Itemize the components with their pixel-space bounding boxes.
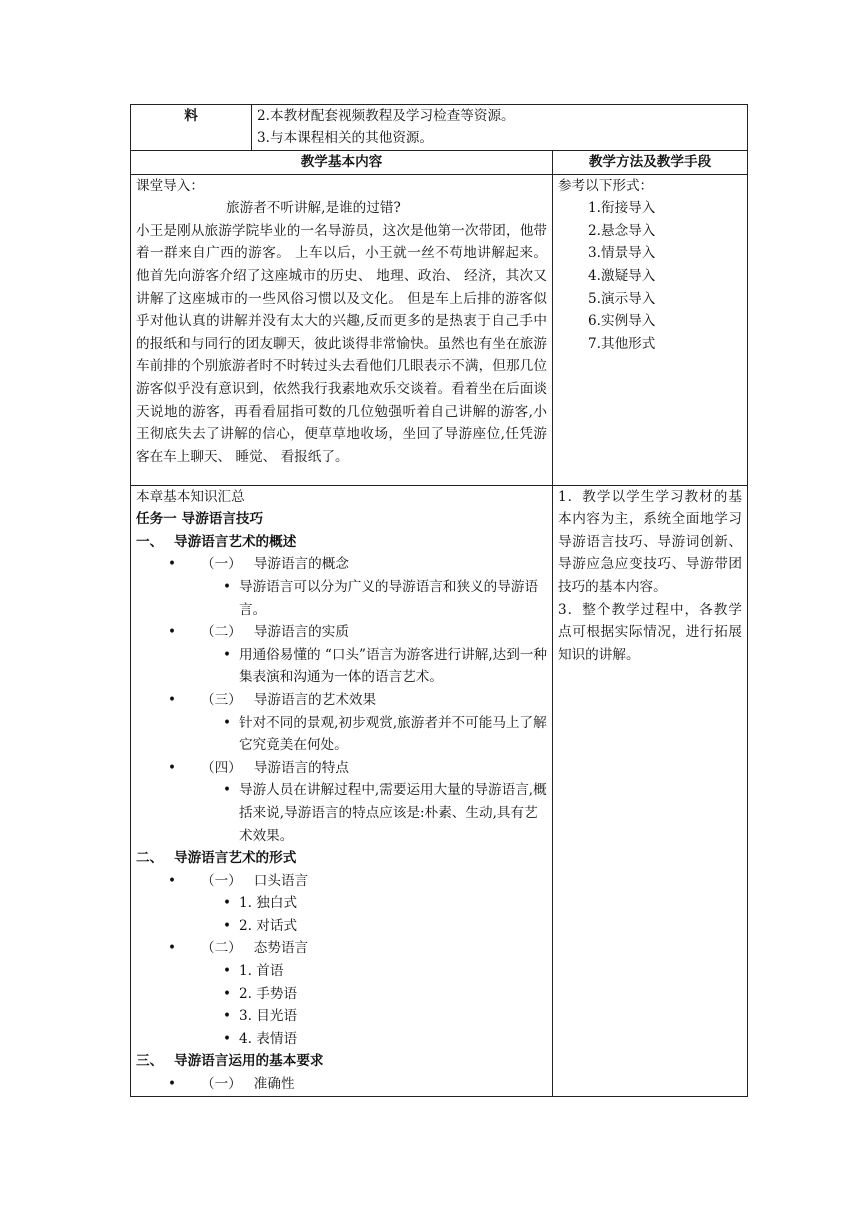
material-row [131, 105, 748, 151]
bullet-icon: • [223, 646, 232, 663]
subsection-title: 导游语言的实质 [253, 624, 349, 641]
subsection-number: （一） [201, 556, 242, 573]
detail-text: 导游语言可以分为广义的导游语言和狭义的导游语言。 [239, 578, 539, 618]
section-number: 三、 [136, 1053, 164, 1070]
method-item: 5.演示导入 [588, 290, 656, 307]
detail-text: 针对不同的景观,初步观赏,旅游者并不可能马上了解它究竟美在何处。 [239, 714, 547, 754]
subsection-detail [136, 644, 547, 689]
bullet-icon: • [223, 578, 232, 595]
subsection [136, 553, 547, 576]
bullet-icon: • [223, 714, 232, 731]
subsection-title: 导游语言的艺术效果 [253, 691, 377, 708]
subsection-number: （三） [201, 691, 242, 708]
lesson-plan-table [130, 104, 748, 1097]
subsection [136, 1073, 547, 1096]
method-item: 2.悬念导入 [588, 222, 656, 239]
bullet-icon: • [168, 556, 177, 573]
list-item [136, 983, 547, 1006]
list-item [136, 892, 547, 915]
summary-methods-cell [553, 485, 748, 1096]
list-item [136, 960, 547, 983]
subsection [136, 870, 547, 893]
subsection-detail [136, 576, 547, 621]
section-heading [136, 847, 547, 870]
subsection [136, 757, 547, 780]
bullet-icon: • [223, 782, 232, 799]
subsection-detail [136, 712, 547, 757]
section-heading [136, 531, 547, 554]
material-cell [252, 105, 748, 151]
bullet-icon: • [223, 963, 232, 980]
method-item: 3.情景导入 [588, 245, 656, 262]
summary-row [131, 485, 748, 1096]
list-item [136, 1028, 547, 1051]
detail-text: 用通俗易懂的 “口头”语言为游客进行讲解,达到一种集表演和沟通为一体的语言艺术。 [239, 646, 548, 686]
bullet-icon: • [168, 940, 177, 957]
subsection [136, 937, 547, 960]
material-line-3: 3.与本课程相关的其他资源。 [257, 130, 434, 146]
material-label: 料 [131, 105, 252, 151]
subsection-title: 导游语言的特点 [253, 759, 349, 776]
header-row [131, 151, 748, 175]
subsection-number: （二） [201, 624, 242, 641]
case-title: 旅游者不听讲解,是谁的过错? [226, 200, 401, 217]
subsection-number: （四） [201, 759, 242, 776]
section-title: 导游语言艺术的形式 [174, 850, 297, 867]
detail-text: 导游人员在讲解过程中,需要运用大量的导游语言,概括来说,导游语言的特点应该是:朴素、生动,具有艺术效果。 [239, 782, 547, 844]
list-item [136, 1005, 547, 1028]
method-column-header: 教学方法及教学手段 [553, 151, 748, 175]
subsection [136, 621, 547, 644]
method-item: 6.实例导入 [588, 313, 656, 330]
list-item-text: 1. 独白式 [239, 895, 298, 912]
material-line-2: 2.本教材配套视频教程及学习检查等资源。 [257, 108, 515, 124]
bullet-icon: • [223, 985, 232, 1002]
bullet-icon: • [223, 895, 232, 912]
intro-row [131, 174, 748, 485]
methods-intro-label: 参考以下形式： [558, 177, 654, 194]
summary-label: 本章基本知识汇总 [136, 488, 245, 505]
method-item: 4.激疑导入 [588, 267, 656, 284]
section-title: 导游语言艺术的概述 [174, 533, 297, 550]
list-item-text: 2. 手势语 [239, 985, 298, 1002]
summary-cell [131, 485, 553, 1096]
list-item-text: 3. 目光语 [239, 1008, 298, 1025]
subsection-number: （一） [201, 1076, 242, 1093]
subsection-title: 口头语言 [253, 872, 309, 889]
bullet-icon: • [168, 624, 177, 641]
subsection-title: 准确性 [253, 1076, 295, 1093]
subsection-number: （一） [201, 872, 242, 889]
section-number: 一、 [136, 533, 164, 550]
intro-label: 课堂导入： [136, 177, 204, 194]
content-column-header: 教学基本内容 [131, 151, 553, 175]
subsection-detail [136, 779, 547, 847]
subsection-title: 态势语言 [253, 940, 309, 957]
subsection-number: （二） [201, 940, 242, 957]
bullet-icon: • [223, 917, 232, 934]
subsection-title: 导游语言的概念 [253, 556, 349, 573]
method-item: 1.衔接导入 [588, 200, 656, 217]
subsection [136, 689, 547, 712]
bullet-icon: • [223, 1030, 232, 1047]
bullet-icon: • [168, 691, 177, 708]
section-title: 导游语言运用的基本要求 [174, 1053, 324, 1070]
intro-cell [131, 174, 553, 485]
case-paragraph: 小王是刚从旅游学院毕业的一名导游员，这次是他第一次带团，他带着一群来自广西的游客。 上车以后，小王就一丝不苟地讲解起来。 他首先向游客介绍了这座城市的历史、 地理、政治、 经济，其次又讲解了这座城市的一些风俗习惯以及文化。 但是车上后排的游客似乎对他认真的讲解并没有太大的兴趣,反而更多的是热衷于自己手中的报纸和与同行的团友聊天，彼此谈得非常愉快。虽然也有坐在旅游车前排的个别旅游者时不时转过头去看他们几眼表示不满，但那几位游客似乎没有意识到，依然我行我素地欢乐交谈着。看着坐在后面谈天说地的游客，再看看屈指可数的几位勉强听着自己讲解的游客,小王彻底失去了讲解的信心，便草草地收场，坐回了导游座位,任凭游客在车上聊天、 睡觉、 看报纸了。 [136, 222, 547, 465]
list-item-text: 2. 对话式 [239, 917, 298, 934]
list-item-text: 4. 表情语 [239, 1030, 298, 1047]
method-item: 7.其他形式 [588, 335, 656, 352]
method-note-1: 1．教学以学生学习教材的基本内容为主，系统全面地学习导游语言技巧、导游词创新、导游应急应变技巧、导游带团技巧的基本内容。 [558, 488, 742, 595]
bullet-icon: • [168, 759, 177, 776]
intro-methods-cell [553, 174, 748, 485]
bullet-icon: • [168, 1076, 177, 1093]
section-heading [136, 1050, 547, 1073]
method-note-3: 3．整个教学过程中，各教学点可根据实际情况，进行拓展知识的讲解。 [558, 601, 742, 663]
list-item-text: 1. 首语 [239, 963, 284, 980]
bullet-icon: • [168, 872, 177, 889]
section-number: 二、 [136, 850, 164, 867]
list-item [136, 915, 547, 938]
task-title: 任务一 导游语言技巧 [136, 511, 264, 528]
bullet-icon: • [223, 1008, 232, 1025]
